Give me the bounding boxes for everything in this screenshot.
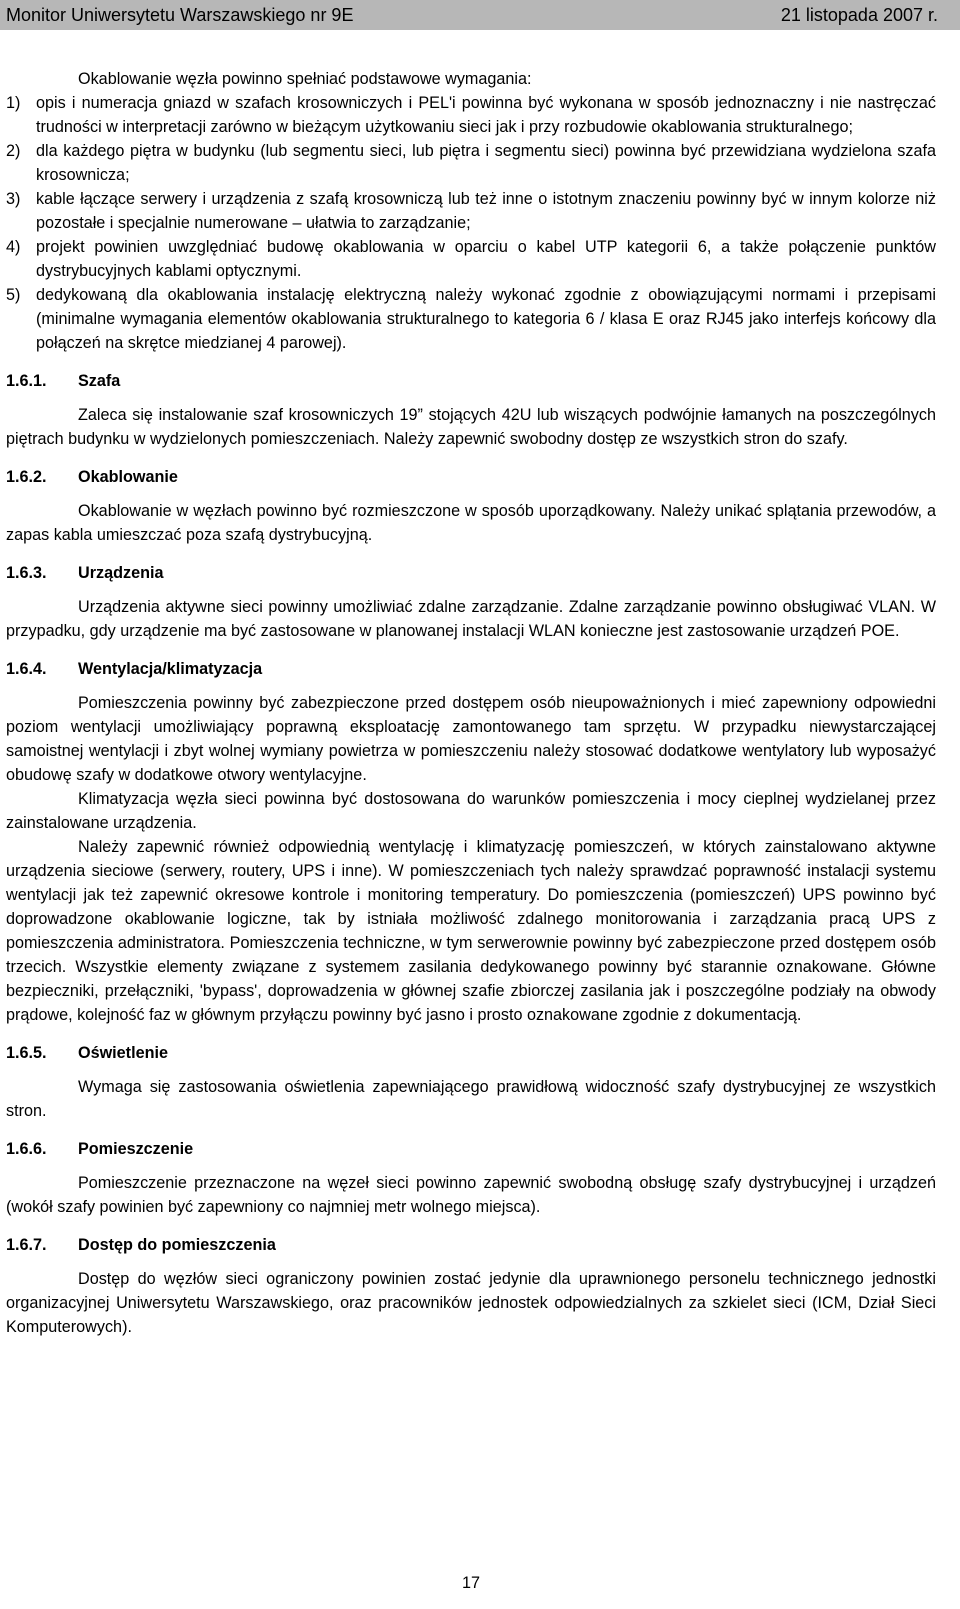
section-paragraph: Zaleca się instalowanie szaf krosowniczych 19” stojących 42U lub wiszących podwójnie łamanych na poszczególnych piętrach budynku w wydzielonych pomieszczeniach. Należy zapewnić swobodny dostęp ze wszystkich stron do szafy. [6, 406, 936, 448]
section-title: Okablowanie [78, 468, 178, 486]
header-publication-title: Monitor Uniwersytetu Warszawskiego nr 9E [6, 5, 354, 25]
section-paragraph: Dostęp do węzłów sieci ograniczony powinien zostać jedynie dla uprawnionego personelu technicznego jednostki organizacyjnej Uniwersytetu Warszawskiego, oraz pracowników jednostek odpowiedzialnych za szkielet sieci (ICM, Dział Sieci Komputerowych). [6, 1270, 936, 1336]
section-number: 1.6.3. [6, 564, 47, 582]
document-body [6, 67, 936, 1339]
list-item-text: opis i numeracja gniazd w szafach krosowniczych i PEL'i powinna być wykonana w sposób jednoznaczny i nie nastręczać trudności w interpretacji zarówno w bieżącym użytkowaniu sieci jak i przy rozbudowie okablowania strukturalnego; [36, 94, 936, 136]
list-item [6, 139, 936, 187]
list-item [6, 235, 936, 283]
list-item-number: 2) [6, 142, 21, 160]
section-number: 1.6.6. [6, 1140, 47, 1158]
intro-paragraph: Okablowanie węzła powinno spełniać podstawowe wymagania: [78, 70, 532, 88]
section-paragraph: Należy zapewnić również odpowiednią wentylację i klimatyzację pomieszczeń, w których zainstalowano aktywne urządzenia sieciowe (serwery, routery, UPS i inne). W pomieszczeniach tych należy sprawdzać poprawność instalacji systemu wentylacji jak też zapewnić okresowe kontrole i monitoring temperatury. Do pomieszczenia (pomieszczeń) UPS powinno być doprowadzone okablowanie logiczne, tak by istniała możliwość zdalnego monitorowania i zarządzania pracą UPS z pomieszczenia administratora. Pomieszczenia techniczne, w tym serwerownie powinny być zabezpieczone przed dostępem osób trzecich. Wszystkie elementy związane z systemem zasilania dedykowanego powinny być starannie oznakowane. Główne bezpieczniki, przełączniki, 'bypass', doprowadzenia w głównej szafie zbiorczej zasilania jak i poszczególne podziały na obwody prądowe, kolejność faz w głównym przyłączu powinny być jasno i prosto oznakowane zgodnie z dokumentacją. [6, 838, 936, 1024]
list-item [6, 283, 936, 355]
section-heading-urzadzenia [6, 561, 936, 585]
section-paragraph: Pomieszczenia powinny być zabezpieczone przed dostępem osób nieupoważnionych i mieć zapewniony odpowiedni poziom wentylacji umożliwiający poprawną eksploatację zamontowanego tam sprzętu. W przypadku niewystarczającej samoistnej wentylacji i zbyt wolnej wymiany powietrza w pomieszczeniu należy stosować dodatkowe wentylatory lub wyposażyć obudowę szafy w dodatkowe otwory wentylacyjne. [6, 694, 936, 784]
section-paragraph: Pomieszczenie przeznaczone na węzeł sieci powinno zapewnić swobodną obsługę szafy dystrybucyjnej i urządzeń (wokół szafy powinien być zapewniony co najmniej metr wolnego miejsca). [6, 1174, 936, 1216]
list-item-text: dedykowaną dla okablowania instalację elektryczną należy wykonać zgodnie z obowiązującymi normami i przepisami (minimalne wymagania elementów okablowania strukturalnego to kategoria 6 / klasa E oraz RJ45 jako interfejs końcowy dla połączeń na skrętce miedzianej 4 parowej). [36, 286, 936, 352]
section-paragraph: Okablowanie w węzłach powinno być rozmieszczone w sposób uporządkowany. Należy unikać splątania przewodów, a zapas kabla umieszczać poza szafą dystrybucyjną. [6, 502, 936, 544]
list-item [6, 187, 936, 235]
section-number: 1.6.2. [6, 468, 47, 486]
section-number: 1.6.4. [6, 660, 47, 678]
list-item [6, 91, 936, 139]
section-title: Pomieszczenie [78, 1140, 194, 1158]
section-number: 1.6.7. [6, 1236, 47, 1254]
list-item-number: 5) [6, 286, 21, 304]
list-item-text: projekt powinien uwzględniać budowę okablowania w oparciu o kabel UTP kategorii 6, a także połączenie punktów dystrybucyjnych kablami optycznymi. [36, 238, 936, 280]
section-heading-oswietlenie [6, 1041, 936, 1065]
page-number: 17 [461, 1574, 480, 1592]
section-title: Oświetlenie [78, 1044, 168, 1062]
section-number: 1.6.5. [6, 1044, 47, 1062]
section-heading-pomieszczenie [6, 1137, 936, 1161]
section-heading-szafa [6, 369, 936, 393]
section-heading-dostep [6, 1233, 936, 1257]
page-header [0, 0, 960, 30]
section-paragraph: Klimatyzacja węzła sieci powinna być dostosowana do warunków pomieszczenia i mocy cieplnej wydzielanej przez zainstalowane urządzenia. [6, 790, 936, 832]
section-number: 1.6.1. [6, 372, 47, 390]
header-date: 21 listopada 2007 r. [780, 5, 938, 25]
list-item-text: dla każdego piętra w budynku (lub segmentu sieci, lub piętra i segmentu sieci) powinna być przewidziana wydzielona szafa krosownicza; [36, 142, 936, 184]
list-item-number: 4) [6, 238, 21, 256]
section-heading-okablowanie [6, 465, 936, 489]
section-title: Dostęp do pomieszczenia [78, 1236, 276, 1254]
list-item-number: 3) [6, 190, 21, 208]
requirements-list [6, 91, 936, 355]
list-item-number: 1) [6, 94, 21, 112]
section-title: Szafa [78, 372, 121, 390]
section-heading-wentylacja [6, 657, 936, 681]
section-paragraph: Wymaga się zastosowania oświetlenia zapewniającego prawidłową widoczność szafy dystrybucyjnej ze wszystkich stron. [6, 1078, 936, 1120]
section-title: Urządzenia [78, 564, 164, 582]
section-paragraph: Urządzenia aktywne sieci powinny umożliwiać zdalne zarządzanie. Zdalne zarządzanie powinno obsługiwać VLAN. W przypadku, gdy urządzenie ma być zastosowane w planowanej instalacji WLAN konieczne jest zastosowanie urządzeń POE. [6, 598, 936, 640]
section-title: Wentylacja/klimatyzacja [78, 660, 263, 678]
list-item-text: kable łączące serwery i urządzenia z szafą krosowniczą lub też inne o istotnym znaczeniu powinny być w innym kolorze niż pozostałe i specjalnie numerowane – ułatwia to zarządzanie; [36, 190, 936, 232]
